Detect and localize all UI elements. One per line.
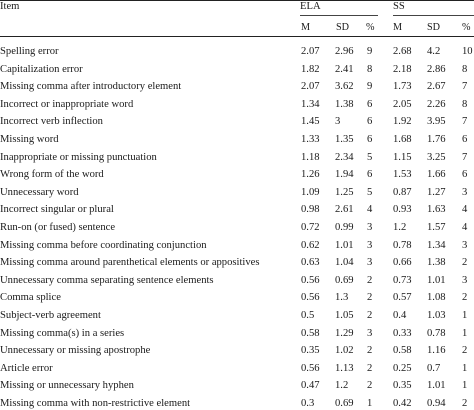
ela-pct-cell: 2 bbox=[367, 275, 373, 286]
ss-sd-cell: 1.03 bbox=[427, 310, 446, 321]
ela-sd-cell: 1.13 bbox=[335, 363, 354, 374]
item-cell: Subject-verb agreement bbox=[0, 310, 101, 321]
ss-pct-cell: 3 bbox=[462, 240, 468, 251]
ss-pct-cell: 7 bbox=[462, 152, 468, 163]
item-cell: Incorrect singular or plural bbox=[0, 204, 114, 215]
ela-sd-cell: 1.35 bbox=[335, 134, 354, 145]
ela-pct-cell: 8 bbox=[367, 64, 373, 75]
ss-sd-cell: 3.95 bbox=[427, 116, 446, 127]
ss-sd-header: SD bbox=[427, 22, 441, 33]
ss-m-cell: 0.35 bbox=[393, 380, 412, 391]
ela-pct-header: % bbox=[366, 22, 375, 33]
ela-m-cell: 0.98 bbox=[301, 204, 320, 215]
ss-pct-cell: 4 bbox=[462, 222, 468, 233]
ela-m-cell: 1.82 bbox=[301, 64, 320, 75]
item-cell: Missing word bbox=[0, 134, 59, 145]
ss-sd-cell: 1.01 bbox=[427, 275, 446, 286]
ss-pct-cell: 7 bbox=[462, 81, 468, 92]
ela-sd-cell: 1.04 bbox=[335, 257, 354, 268]
header-bottom-rule bbox=[0, 36, 474, 37]
ss-m-cell: 1.73 bbox=[393, 81, 412, 92]
item-cell: Missing comma after introductory element bbox=[0, 81, 182, 92]
ss-pct-cell: 3 bbox=[462, 187, 468, 198]
ss-pct-cell: 10 bbox=[462, 46, 473, 57]
ela-pct-cell: 1 bbox=[367, 398, 373, 409]
ela-pct-cell: 3 bbox=[367, 257, 373, 268]
ss-m-cell: 0.42 bbox=[393, 398, 412, 409]
item-cell: Incorrect verb inflection bbox=[0, 116, 103, 127]
ss-m-cell: 1.92 bbox=[393, 116, 412, 127]
ela-m-cell: 2.07 bbox=[301, 81, 320, 92]
ela-m-cell: 1.45 bbox=[301, 116, 320, 127]
ela-pct-cell: 5 bbox=[367, 152, 373, 163]
ss-sd-cell: 1.76 bbox=[427, 134, 446, 145]
ela-m-cell: 0.56 bbox=[301, 275, 320, 286]
ela-m-cell: 1.26 bbox=[301, 169, 320, 180]
item-cell: Missing comma around parenthetical elements or appositives bbox=[0, 257, 260, 268]
ela-m-cell: 0.5 bbox=[301, 310, 315, 321]
ela-pct-cell: 9 bbox=[367, 46, 373, 57]
ela-m-cell: 0.56 bbox=[301, 363, 320, 374]
ela-sd-cell: 2.96 bbox=[335, 46, 354, 57]
ela-pct-cell: 3 bbox=[367, 240, 373, 251]
ss-m-header: M bbox=[393, 22, 403, 33]
ss-pct-cell: 8 bbox=[462, 64, 468, 75]
ela-m-cell: 1.18 bbox=[301, 152, 320, 163]
ss-m-cell: 0.33 bbox=[393, 328, 412, 339]
ela-group-header: ELA bbox=[300, 1, 321, 12]
ss-sd-cell: 1.01 bbox=[427, 380, 446, 391]
item-cell: Unnecessary word bbox=[0, 187, 79, 198]
ss-pct-cell: 1 bbox=[462, 380, 468, 391]
ela-sd-cell: 3 bbox=[335, 116, 341, 127]
item-cell: Run-on (or fused) sentence bbox=[0, 222, 116, 233]
ela-sd-cell: 0.99 bbox=[335, 222, 354, 233]
ss-sd-cell: 1.57 bbox=[427, 222, 446, 233]
ss-sd-cell: 0.94 bbox=[427, 398, 446, 409]
item-cell: Missing comma(s) in a series bbox=[0, 328, 125, 339]
ela-pct-cell: 2 bbox=[367, 380, 373, 391]
ela-m-cell: 0.58 bbox=[301, 328, 320, 339]
item-cell: Wrong form of the word bbox=[0, 169, 104, 180]
ss-sd-cell: 1.38 bbox=[427, 257, 446, 268]
ss-sd-cell: 3.25 bbox=[427, 152, 446, 163]
ss-group-header: SS bbox=[393, 1, 405, 12]
ss-sd-cell: 2.67 bbox=[427, 81, 446, 92]
ela-group-rule bbox=[300, 15, 378, 16]
ela-sd-cell: 2.41 bbox=[335, 64, 354, 75]
ss-m-cell: 0.57 bbox=[393, 292, 412, 303]
ela-m-cell: 0.56 bbox=[301, 292, 320, 303]
ss-sd-cell: 1.66 bbox=[427, 169, 446, 180]
ela-sd-cell: 2.61 bbox=[335, 204, 354, 215]
ela-sd-cell: 1.94 bbox=[335, 169, 354, 180]
ela-pct-cell: 3 bbox=[367, 222, 373, 233]
ela-pct-cell: 6 bbox=[367, 116, 373, 127]
ela-pct-cell: 9 bbox=[367, 81, 373, 92]
ela-m-cell: 0.47 bbox=[301, 380, 320, 391]
ela-pct-cell: 2 bbox=[367, 310, 373, 321]
ela-pct-cell: 6 bbox=[367, 169, 373, 180]
ss-m-cell: 2.68 bbox=[393, 46, 412, 57]
ss-m-cell: 0.93 bbox=[393, 204, 412, 215]
item-cell: Missing comma before coordinating conjunction bbox=[0, 240, 207, 251]
item-cell: Missing or unnecessary hyphen bbox=[0, 380, 134, 391]
ss-pct-cell: 2 bbox=[462, 398, 468, 409]
ss-sd-cell: 0.78 bbox=[427, 328, 446, 339]
ela-pct-cell: 6 bbox=[367, 134, 373, 145]
ela-sd-cell: 1.01 bbox=[335, 240, 354, 251]
ss-pct-cell: 4 bbox=[462, 204, 468, 215]
ss-m-cell: 1.2 bbox=[393, 222, 407, 233]
ss-m-cell: 0.25 bbox=[393, 363, 412, 374]
ela-sd-cell: 2.34 bbox=[335, 152, 354, 163]
ss-sd-cell: 4.2 bbox=[427, 46, 441, 57]
ela-pct-cell: 3 bbox=[367, 328, 373, 339]
ss-pct-cell: 6 bbox=[462, 169, 468, 180]
item-cell: Capitalization error bbox=[0, 64, 83, 75]
ss-m-cell: 1.15 bbox=[393, 152, 412, 163]
item-cell: Comma splice bbox=[0, 292, 61, 303]
ela-m-header: M bbox=[301, 22, 311, 33]
ss-m-cell: 1.68 bbox=[393, 134, 412, 145]
ss-m-cell: 0.78 bbox=[393, 240, 412, 251]
ela-m-cell: 0.63 bbox=[301, 257, 320, 268]
ela-m-cell: 1.09 bbox=[301, 187, 320, 198]
ss-m-cell: 0.58 bbox=[393, 345, 412, 356]
ss-sd-cell: 1.08 bbox=[427, 292, 446, 303]
ela-m-cell: 2.07 bbox=[301, 46, 320, 57]
ela-sd-cell: 3.62 bbox=[335, 81, 354, 92]
ss-m-cell: 0.66 bbox=[393, 257, 412, 268]
ela-sd-cell: 1.29 bbox=[335, 328, 354, 339]
ela-sd-cell: 1.38 bbox=[335, 99, 354, 110]
ss-sd-cell: 2.26 bbox=[427, 99, 446, 110]
ss-pct-cell: 2 bbox=[462, 257, 468, 268]
item-cell: Missing comma with non-restrictive element bbox=[0, 398, 191, 409]
ela-sd-cell: 0.69 bbox=[335, 275, 354, 286]
ss-pct-cell: 3 bbox=[462, 275, 468, 286]
ss-m-cell: 1.53 bbox=[393, 169, 412, 180]
ela-sd-cell: 0.69 bbox=[335, 398, 354, 409]
ela-m-cell: 1.34 bbox=[301, 99, 320, 110]
ss-sd-cell: 1.34 bbox=[427, 240, 446, 251]
item-cell: Inappropriate or missing punctuation bbox=[0, 152, 157, 163]
ss-sd-cell: 1.16 bbox=[427, 345, 446, 356]
ela-sd-cell: 1.25 bbox=[335, 187, 354, 198]
ss-pct-cell: 1 bbox=[462, 310, 468, 321]
item-cell: Unnecessary comma separating sentence elements bbox=[0, 275, 214, 286]
ss-pct-cell: 7 bbox=[462, 116, 468, 127]
ela-sd-cell: 1.02 bbox=[335, 345, 354, 356]
ss-pct-cell: 2 bbox=[462, 345, 468, 356]
item-cell: Incorrect or inappropriate word bbox=[0, 99, 134, 110]
ss-pct-header: % bbox=[462, 22, 471, 33]
ela-m-cell: 0.72 bbox=[301, 222, 320, 233]
ela-pct-cell: 2 bbox=[367, 345, 373, 356]
ss-pct-cell: 2 bbox=[462, 292, 468, 303]
ss-sd-cell: 0.7 bbox=[427, 363, 441, 374]
ss-pct-cell: 1 bbox=[462, 363, 468, 374]
item-cell: Article error bbox=[0, 363, 53, 374]
item-cell: Spelling error bbox=[0, 46, 59, 57]
ss-m-cell: 0.4 bbox=[393, 310, 407, 321]
ela-m-cell: 0.35 bbox=[301, 345, 320, 356]
ss-group-rule bbox=[393, 15, 474, 16]
ss-pct-cell: 8 bbox=[462, 99, 468, 110]
ela-m-cell: 0.62 bbox=[301, 240, 320, 251]
ss-pct-cell: 1 bbox=[462, 328, 468, 339]
ss-sd-cell: 1.27 bbox=[427, 187, 446, 198]
item-cell: Unnecessary or missing apostrophe bbox=[0, 345, 151, 356]
ela-pct-cell: 6 bbox=[367, 99, 373, 110]
ela-sd-cell: 1.05 bbox=[335, 310, 354, 321]
ss-pct-cell: 6 bbox=[462, 134, 468, 145]
ss-m-cell: 2.05 bbox=[393, 99, 412, 110]
ss-m-cell: 0.73 bbox=[393, 275, 412, 286]
ela-pct-cell: 4 bbox=[367, 204, 373, 215]
ss-sd-cell: 1.63 bbox=[427, 204, 446, 215]
ela-pct-cell: 5 bbox=[367, 187, 373, 198]
ela-m-cell: 1.33 bbox=[301, 134, 320, 145]
ela-sd-cell: 1.2 bbox=[335, 380, 349, 391]
ela-pct-cell: 2 bbox=[367, 363, 373, 374]
ss-m-cell: 2.18 bbox=[393, 64, 412, 75]
ela-m-cell: 0.3 bbox=[301, 398, 315, 409]
ela-pct-cell: 2 bbox=[367, 292, 373, 303]
ela-sd-header: SD bbox=[336, 22, 350, 33]
ss-m-cell: 0.87 bbox=[393, 187, 412, 198]
ss-sd-cell: 2.86 bbox=[427, 64, 446, 75]
ela-sd-cell: 1.3 bbox=[335, 292, 349, 303]
item-header: Item bbox=[0, 1, 20, 12]
